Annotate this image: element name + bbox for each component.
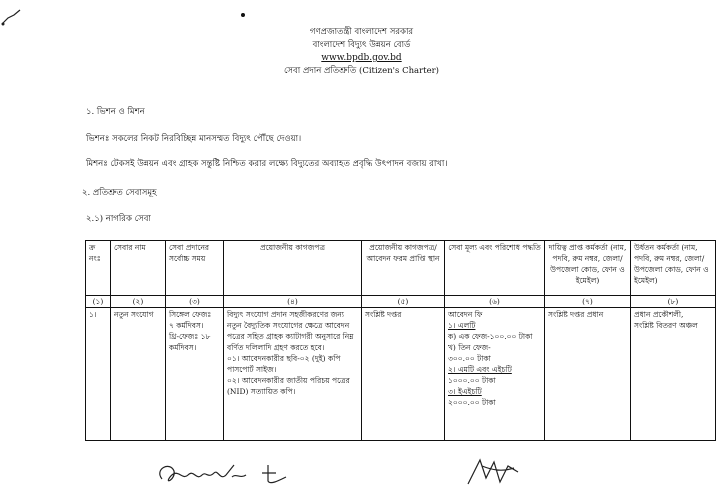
section-services-title: ২. প্রতিশ্রুত সেবাসমূহ: [82, 188, 157, 198]
col-number: (৬): [445, 296, 545, 308]
vision-text: ভিশনঃ সকলের নিকট নিরবিচ্ছিন্ন মানসম্মত বিদ্যুৎ পৌঁছে দেওয়া।: [86, 134, 302, 144]
fee-mt-ht-amount: ১০০০.০০ টাকা: [448, 376, 496, 385]
mission-text: মিশনঃ টেকসই উন্নয়ন এবং গ্রাহক সন্তুষ্টি নিশ্চিত করার লক্ষ্যে বিদ্যুতের অব্যাহত প্রবৃদ্ধি উৎপাদন বজায় রাখা।: [86, 159, 448, 169]
document-line: ০২। আবেদনকারীর জাতীয় পরিচয় পত্রের: [227, 376, 350, 385]
charter-title: সেবা প্রদান প্রতিশ্রুতি (Citizen's Charter): [283, 66, 439, 76]
time-line: ৭ কর্মদিবস।: [169, 321, 204, 330]
signature-right: [462, 452, 532, 492]
header-service-name: সেবার নাম: [111, 241, 166, 296]
col-number: (৪): [224, 296, 362, 308]
fee-mt-ht-title: ২। এমটি এবং এইচটি: [448, 365, 512, 374]
header-fee-method: সেবা মূল্য এবং পরিশোধ পদ্ধতি: [445, 241, 545, 296]
section-citizen-service-title: ২.১) নাগরিক সেবা: [86, 214, 151, 224]
org-title: বাংলাদেশ বিদ্যুৎ উন্নয়ন বোর্ড: [312, 40, 411, 50]
row-officer: সংশ্লিষ্ট দপ্তর প্রধান: [545, 308, 631, 441]
header-documents: প্রয়োজনীয় কাগজপত্র: [224, 241, 362, 296]
header-senior-officer: উর্ধতন কর্মকর্তা (নাম, পদবি, রুম নম্বর, জেলা/উপজেলা কোড, ফোন ও ইমেইল): [631, 241, 716, 296]
time-line: সিঙ্গেল ফেজঃ: [169, 310, 212, 319]
col-number: (৩): [166, 296, 224, 308]
fee-lt-title: ১। এলটি: [448, 321, 476, 330]
header-serial: ক্র নংঃ: [86, 241, 111, 296]
fee-three-phase: খ) তিন ফেজ-: [448, 343, 491, 352]
document-line: পাসপোর্ট সাইজ।: [227, 365, 277, 374]
citizen-charter-table: [85, 240, 716, 441]
fee-heading: আবেদন ফি: [448, 310, 483, 319]
ink-dot: [241, 13, 245, 17]
fee-single-phase: ক) এক ফেজ-১০০.০০ টাকা: [448, 332, 533, 341]
col-number: (৮): [631, 296, 716, 308]
row-time: [166, 308, 224, 441]
header-officer: দায়িত্ব প্রাপ্ত কর্মকর্তা (নাম, পদবি, রুম নম্বর, জেলা/উপজেলা কোড, ফোন ও ইমেইল): [545, 241, 631, 296]
table-row: [86, 308, 716, 441]
header-max-time: সেবা প্রদানের সর্বোচ্চ সময়: [166, 241, 224, 296]
col-number: (৫): [362, 296, 445, 308]
fee-eht-amount: ২০০০.০০ টাকা: [448, 398, 496, 407]
document-line: বিদ্যুৎ সংযোগ প্রদান সহজীকরণের জন্য: [227, 310, 344, 319]
time-line: থ্রি-ফেজঃ ১৮: [169, 332, 211, 341]
row-senior-officer: [631, 308, 716, 441]
col-number: (৭): [545, 296, 631, 308]
header-form-place: প্রয়োজনীয় কাগজপত্র/আবেদন ফরম প্রাপ্তি স্থান: [362, 241, 445, 296]
gov-title: গণপ্রজাতন্ত্রী বাংলাদেশ সরকার: [309, 27, 414, 37]
row-fee: [445, 308, 545, 441]
row-form-place: সংশ্লিষ্ট দপ্তর: [362, 308, 445, 441]
col-number: (২): [111, 296, 166, 308]
signature-left: [150, 455, 300, 495]
column-number-row: [86, 296, 716, 308]
scan-artifact-mark: [0, 6, 24, 28]
row-documents: [224, 308, 362, 441]
fee-eht-title: ৩। ইএইচটি: [448, 387, 482, 396]
section-vision-mission-title: ১. ভিশন ও মিশন: [86, 107, 145, 117]
table-header-row: [86, 241, 716, 296]
document-header: [0, 26, 723, 78]
col-number: (১): [86, 296, 111, 308]
row-service-name: নতুন সংযোগ: [111, 308, 166, 441]
website-link[interactable]: www.bpdb.gov.bd: [321, 53, 402, 63]
document-line: ০১। আবেদনকারীর ছবি-০২ (দুই) কপি: [227, 354, 341, 363]
senior-line: প্রধান প্রকৌশলী,: [634, 310, 684, 319]
row-serial: ১।: [86, 308, 111, 441]
document-line: পত্রের সহিত গ্রাহক ক্যাটাগরী অনুসারে নিম্ন: [227, 332, 354, 341]
document-line: (NID) সত্যায়িত কপি।: [227, 387, 296, 396]
fee-three-phase-amount: ৩০০.০০ টাকা: [448, 354, 491, 363]
time-line: কর্মদিবস।: [169, 343, 197, 352]
senior-line: সংশ্লিষ্ট বিতরণ অঞ্চল: [634, 321, 698, 330]
document-line: নতুন বৈদ্যুতিক সংযোগের ক্ষেত্রে আবেদন: [227, 321, 350, 330]
document-line: বর্ণিত দলিলাদি গ্রহণ করতে হবে।: [227, 343, 325, 352]
